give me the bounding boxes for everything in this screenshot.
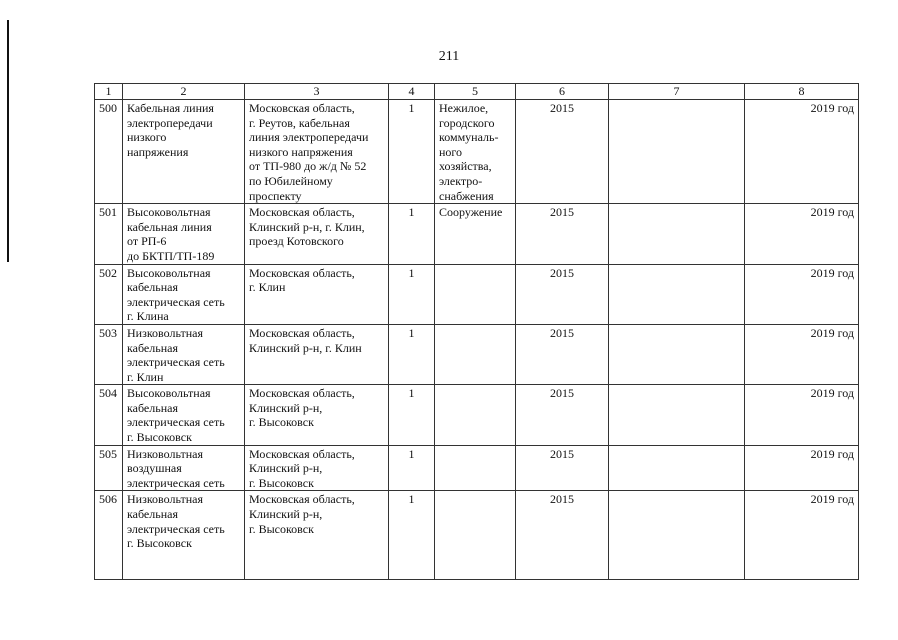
row-number: 503 (95, 324, 123, 384)
object-purpose (435, 445, 516, 491)
column-number-row (95, 84, 859, 100)
object-purpose: Сооружение (435, 204, 516, 264)
object-name: Низковольтная воздушная электрическая сеть (123, 445, 245, 491)
object-address: Московская область, Клинский р-н, г. Высоковск (245, 445, 389, 491)
column-7-cell (609, 385, 745, 445)
row-number: 506 (95, 491, 123, 580)
object-quantity: 1 (389, 204, 435, 264)
column-header: 1 (95, 84, 123, 100)
page-number: 211 (438, 49, 460, 64)
object-year: 2015 (516, 385, 609, 445)
column-header: 7 (609, 84, 745, 100)
object-year: 2015 (516, 445, 609, 491)
object-purpose (435, 385, 516, 445)
object-name: Высоковольтная кабельная линия от РП-6 до БКТП/ТП-189 (123, 204, 245, 264)
target-year: 2019 год (745, 204, 859, 264)
object-address: Московская область, Клинский р-н, г. Клин (245, 324, 389, 384)
object-address: Московская область, г. Реутов, кабельная линия электропередачи низкого напряжения от ТП-980 до ж/д № 52 по Юбилейному проспекту (245, 100, 389, 204)
object-purpose: Нежилое, городского коммуналь- ного хозяйства, электро- снабжения (435, 100, 516, 204)
target-year: 2019 год (745, 491, 859, 580)
table-row (95, 491, 859, 580)
object-quantity: 1 (389, 385, 435, 445)
table-row (95, 100, 859, 204)
object-year: 2015 (516, 264, 609, 324)
object-year: 2015 (516, 204, 609, 264)
table-row (95, 324, 859, 384)
object-year: 2015 (516, 491, 609, 580)
target-year: 2019 год (745, 324, 859, 384)
object-quantity: 1 (389, 445, 435, 491)
object-address: Московская область, Клинский р-н, г. Высоковск (245, 385, 389, 445)
column-7-cell (609, 264, 745, 324)
column-header: 5 (435, 84, 516, 100)
column-header: 6 (516, 84, 609, 100)
column-header: 2 (123, 84, 245, 100)
table-row (95, 264, 859, 324)
object-name: Высоковольтная кабельная электрическая сеть г. Клина (123, 264, 245, 324)
target-year: 2019 год (745, 445, 859, 491)
property-register-table (94, 83, 859, 580)
target-year: 2019 год (745, 264, 859, 324)
column-header: 3 (245, 84, 389, 100)
column-7-cell (609, 100, 745, 204)
table-row (95, 445, 859, 491)
row-number: 501 (95, 204, 123, 264)
table-row (95, 204, 859, 264)
column-7-cell (609, 204, 745, 264)
object-purpose (435, 491, 516, 580)
column-header: 4 (389, 84, 435, 100)
target-year: 2019 год (745, 385, 859, 445)
row-number: 502 (95, 264, 123, 324)
table-row (95, 385, 859, 445)
object-address: Московская область, г. Клин (245, 264, 389, 324)
row-number: 504 (95, 385, 123, 445)
object-name: Кабельная линия электропередачи низкого напряжения (123, 100, 245, 204)
object-address: Московская область, Клинский р-н, г. Клин, проезд Котовского (245, 204, 389, 264)
target-year: 2019 год (745, 100, 859, 204)
object-quantity: 1 (389, 324, 435, 384)
row-number: 500 (95, 100, 123, 204)
object-year: 2015 (516, 100, 609, 204)
object-name: Высоковольтная кабельная электрическая сеть г. Высоковск (123, 385, 245, 445)
object-quantity: 1 (389, 491, 435, 580)
column-7-cell (609, 324, 745, 384)
column-7-cell (609, 445, 745, 491)
column-7-cell (609, 491, 745, 580)
object-purpose (435, 324, 516, 384)
object-year: 2015 (516, 324, 609, 384)
row-number: 505 (95, 445, 123, 491)
column-header: 8 (745, 84, 859, 100)
object-purpose (435, 264, 516, 324)
object-quantity: 1 (389, 264, 435, 324)
object-name: Низковольтная кабельная электрическая сеть г. Высоковск (123, 491, 245, 580)
object-quantity: 1 (389, 100, 435, 204)
object-address: Московская область, Клинский р-н, г. Высоковск (245, 491, 389, 580)
object-name: Низковольтная кабельная электрическая сеть г. Клин (123, 324, 245, 384)
